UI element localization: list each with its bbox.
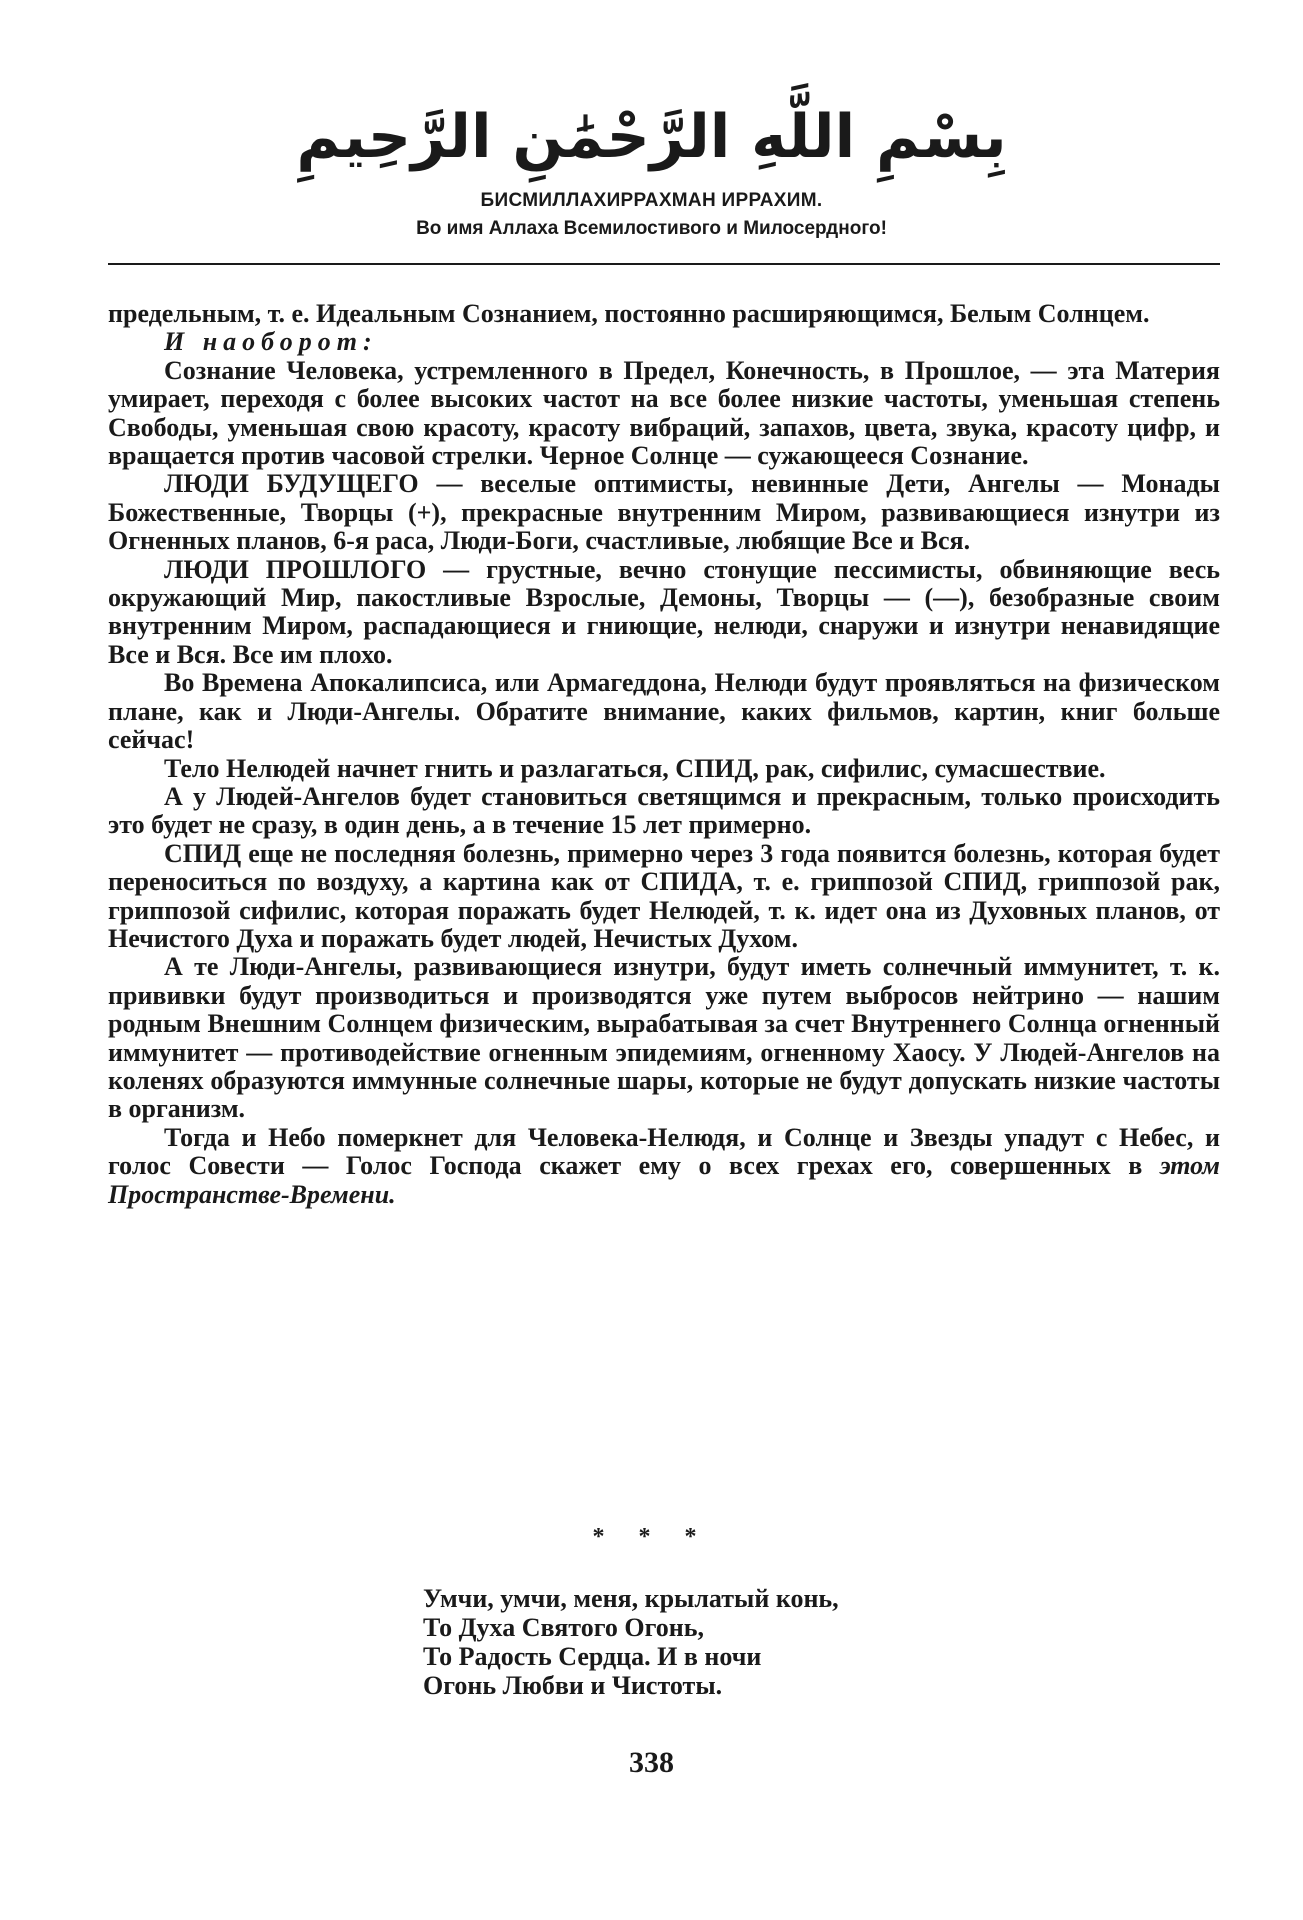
paragraph: Тело Нелюдей начнет гнить и разлагаться, СПИД, рак, сифилис, сумасшествие. [164,753,1106,783]
main-text [108,300,1220,1209]
poem-line: То Духа Святого Огонь, [423,1613,704,1642]
paragraph: А у Людей-Ангелов будет становиться светящимся и прекрасным, только происходить это будет не сразу, в один день, а в течение 15 лет примерно. [108,781,1220,840]
paragraph: СПИД еще не последняя болезнь, примерно через 3 года появится болезнь, которая будет переноситься по воздуху, а картина как от СПИДА, т. е. гриппозой СПИД, гриппозой рак, гриппозой сифилис, которая поражать будет Нелюдей, т. к. идет она из Духовных планов, от Нечистого Духа и поражать будет людей, Нечистых Духом. [108,838,1220,953]
arabic-calligraphy: بِسْمِ اللَّهِ الرَّحْمَٰنِ الرَّحِيمِ [296,102,1007,172]
paragraph [108,328,1220,356]
poem [423,1584,839,1700]
header-divider [108,263,1220,265]
paragraph: Сознание Человека, устремленного в Предел, Конечность, в Прошлое, — эта Материя умирает, переходя с более высоких частот на все более низкие частоты, уменьшая степень Свободы, уменьшая свою красоту, красоту вибраций, запахов, цвета, звука, красоту цифр, и вращается против часовой стрелки. Черное Солнце — сужающееся Сознание. [108,355,1220,471]
poem-line: То Радость Сердца. И в ночи [423,1642,762,1671]
paragraph: ЛЮДИ ПРОШЛОГО — грустные, вечно стонущие пессимисты, обвиняющие весь окружающий Мир, пакостливые Взрослые, Демоны, Творцы — (—), безобразные своим внутренним Миром, распадающиеся и гниющие, нелюди, снаружи и изнутри ненавидящие Все и Вся. Все им плохо. [108,554,1220,669]
paragraph: предельным, т. е. Идеальным Сознанием, постоянно расширяющимся, Белым Солнцем. [108,299,1150,328]
poem-line: Умчи, умчи, меня, крылатый конь, [423,1584,839,1613]
paragraph: А те Люди-Ангелы, развивающиеся изнутри, будут иметь солнечный иммунитет, т. к. прививки будут производиться и производятся уже путем выбросов нейтрино — нашим родным Внешним Солнцем физическим, вырабатывая за счет Внутреннего Солнца огненный иммунитет — противодействие огненным эпидемиям, огненному Хаосу. У Людей-Ангелов на коленях образуются иммунные солнечные шары, которые не будут допускать низкие частоты в организм. [108,952,1220,1124]
paragraph [108,1124,1220,1209]
paragraph: ЛЮДИ БУДУЩЕГО — веселые оптимисты, невинные Дети, Ангелы — Монады Божественные, Творцы (+), прекрасные внутренним Миром, развивающиеся изнутри из Огненных планов, 6-я раса, Люди-Боги, счастливые, любящие Все и Вся. [108,469,1220,556]
header-title: БИСМИЛЛАХИРРАХМАН ИРРАХИМ. [480,190,823,211]
emphasized-heading: И наоборот: [164,327,378,357]
paragraph-text: Тогда и Небо померкнет для Человека-Нелюдя, и Солнце и Звезды упадут с Небес, и голос Совести — Голос Господа скажет ему о всех грехах его, совершенных в [108,1122,1220,1181]
paragraph: Во Времена Апокалипсиса, или Армагеддона, Нелюди будут проявляться на физическом плане, как и Люди-Ангелы. Обратите внимание, каких фильмов, картин, книг больше сейчас! [108,668,1220,755]
poem-line: Огонь Любви и Чистоты. [423,1671,723,1700]
section-separator: * * * [592,1524,711,1550]
header-subtitle: Во имя Аллаха Всемилостивого и Милосердного! [416,218,887,239]
page-number: 338 [629,1746,674,1779]
italic-phrase: этом Пространстве-Времени. [108,1151,1220,1209]
